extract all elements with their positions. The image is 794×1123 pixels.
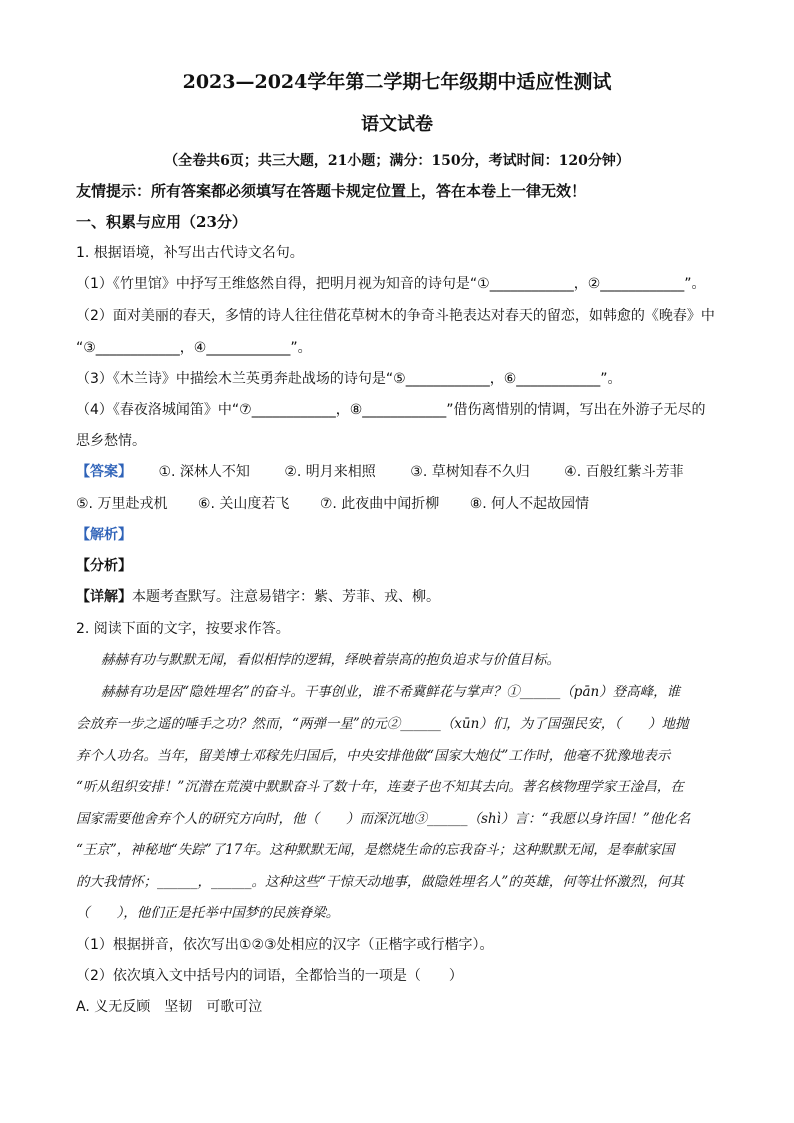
exam-title: 2023—2024学年第二学期七年级期中适应性测试 <box>182 71 612 93</box>
notice: 友情提示：所有答案都必须填写在答题卡规定位置上，答在本卷上一律无效！ <box>76 182 587 200</box>
passage-line: （ ），他们正是托举中国梦的民族脊梁。 <box>76 905 340 921</box>
answer-item: ⑧. 何人不起故园情 <box>469 496 590 512</box>
exam-info: （全卷共6页；共三大题，21小题；满分：150分，考试时间：120分钟） <box>164 153 630 169</box>
answer-item: ②. 明月来相照 <box>284 464 376 480</box>
detail-row <box>76 587 440 607</box>
answer-item: ⑥. 关山度若飞 <box>197 496 290 512</box>
passage-line: 会放弃一步之遥的唾手之功？然而，“两弹一星”的元②______（xūn）们，为了国强民安，（ ）地抛 <box>76 716 689 732</box>
passage-line: 的大我情怀；______，______。这种这些“干惊天动地事，做隐姓埋名人”的英雄，何等壮怀激烈，何其 <box>76 874 684 890</box>
q1-line: 思乡愁情。 <box>76 433 146 449</box>
q1-line: （2）面对美丽的春天，多情的诗人往往借花草树木的争奇斗艳表达对春天的留恋，如韩愈的《晚春》中 <box>76 308 715 324</box>
section-heading: 一、积累与应用（23分） <box>76 213 247 231</box>
passage-line: 赫赫有功是因“隐姓埋名”的奋斗。干事创业，谁不希冀鲜花与掌声？①______（pān）登高峰，谁 <box>101 684 681 700</box>
passage-line: 弃个人功名。当年，留美博士邓稼先归国后，中央安排他做“国家大炮仗”工作时，他毫不犹豫地表示 <box>76 748 671 764</box>
answer-item: ⑤. 万里赴戎机 <box>76 496 168 512</box>
passage-line: “听从组织安排！”沉潜在荒漠中默默奋斗了数十年，连妻子也不知其去向。著名核物理学家王淦昌，在 <box>76 779 684 795</box>
answer-label: 【答案】 <box>76 464 132 480</box>
answer-item: ①. 深林人不知 <box>158 464 250 480</box>
q2-prompt: 2. 阅读下面的文字，按要求作答。 <box>76 621 290 637</box>
q1-line: （3）《木兰诗》中描绘木兰英勇奔赴战场的诗句是“⑤____________，⑥____________”。 <box>76 371 622 387</box>
q1-prompt: 1. 根据语境，补写出古代诗文名句。 <box>76 245 304 261</box>
q1-line: “③____________，④____________”。 <box>76 340 312 356</box>
passage-line: 国家需要他舍弃个人的研究方向时，他（ ）而深沉地③______（shì）言：“我愿以身许国！”他化名 <box>76 811 691 827</box>
q2-sub1: （1）根据拼音，依次写出①②③处相应的汉字（正楷字或行楷字）。 <box>76 937 494 953</box>
q2-option-a: A. 义无反顾 坚韧 可歌可泣 <box>76 999 263 1015</box>
analysis-label: 【解析】 <box>76 527 132 543</box>
detail-label: 【详解】 <box>76 589 132 605</box>
detail-text: 本题考查默写。注意易错字：紫、芳菲、戎、柳。 <box>132 589 440 605</box>
answer-item: ⑦. 此夜曲中闻折柳 <box>319 496 440 512</box>
exam-subtitle: 语文试卷 <box>361 114 433 135</box>
answer-row <box>76 494 589 514</box>
passage-line: “王京”，神秘地“失踪”了17年。这种默默无闻，是燃烧生命的忘我奋斗；这种默默无闻，是奉献家国 <box>76 842 675 858</box>
answer-row <box>76 462 684 482</box>
q1-line: （1）《竹里馆》中抒写王维悠然自得，把明月视为知音的诗句是“①____________，②____________”。 <box>76 276 706 292</box>
answer-item: ④. 百般红紫斗芳菲 <box>564 464 684 480</box>
answer-item: ③. 草树知春不久归 <box>410 464 530 480</box>
passage-paragraph: 赫赫有功与默默无闻，看似相悖的逻辑，绎映着崇高的抱负追求与价值目标。 <box>101 652 560 668</box>
q2-sub2: （2）依次填入文中括号内的词语，全都恰当的一项是（ ） <box>76 968 463 984</box>
q1-line: （4）《春夜洛城闻笛》中“⑦____________，⑧____________”借伤离惜别的情调，写出在外游子无尽的 <box>76 402 706 418</box>
fenxi-label: 【分析】 <box>76 558 132 574</box>
